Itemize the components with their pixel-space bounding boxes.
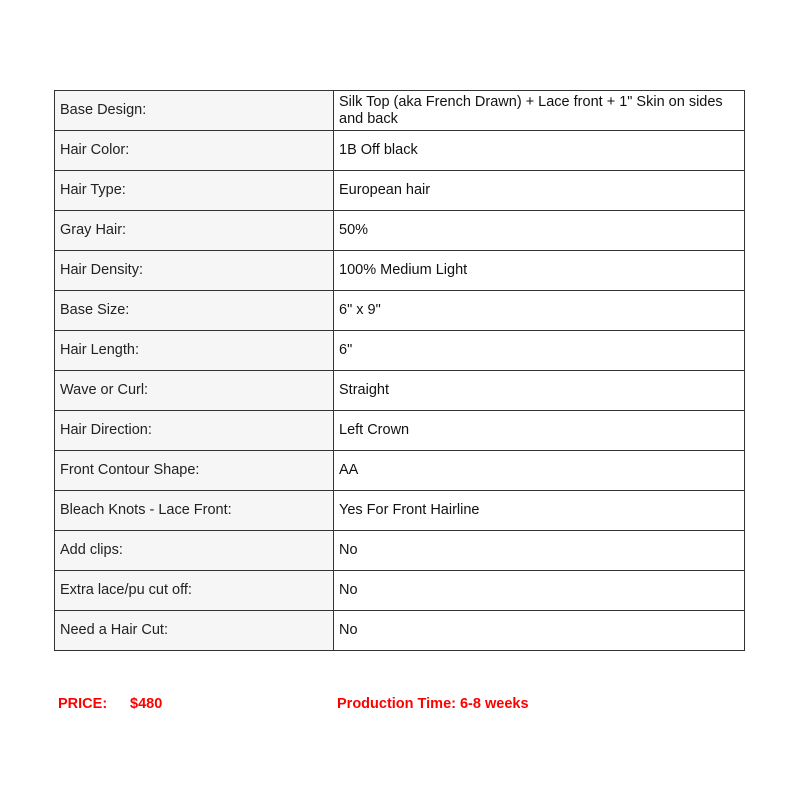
spec-label-base-design: Base Design: [55,91,334,131]
price-label: PRICE: [58,696,108,712]
spec-value-bleach-knots: Yes For Front Hairline [334,491,745,531]
table-row [55,531,745,571]
table-row [55,371,745,411]
spec-label-hair-direction: Hair Direction: [55,411,334,451]
spec-value-hair-color: 1B Off black [334,131,745,171]
table-row [55,331,745,371]
spec-label-hair-color: Hair Color: [55,131,334,171]
spec-label-hair-length: Hair Length: [55,331,334,371]
spec-value-need-hair-cut: No [334,611,745,651]
table-row [55,291,745,331]
spec-label-gray-hair: Gray Hair: [55,211,334,251]
spec-label-bleach-knots: Bleach Knots - Lace Front: [55,491,334,531]
spec-value-hair-type: European hair [334,171,745,211]
spec-value-hair-direction: Left Crown [334,411,745,451]
spec-label-need-hair-cut: Need a Hair Cut: [55,611,334,651]
spec-label-base-size: Base Size: [55,291,334,331]
table-row [55,451,745,491]
table-row [55,91,745,131]
spec-value-add-clips: No [334,531,745,571]
spec-label-hair-density: Hair Density: [55,251,334,291]
table-row [55,251,745,291]
spec-label-hair-type: Hair Type: [55,171,334,211]
table-row [55,171,745,211]
table-row [55,131,745,171]
spec-value-hair-density: 100% Medium Light [334,251,745,291]
spec-label-front-contour-shape: Front Contour Shape: [55,451,334,491]
spec-value-base-design: Silk Top (aka French Drawn) + Lace front + 1" Skin on sides and back [334,91,745,131]
spec-value-hair-length: 6" [334,331,745,371]
table-row [55,411,745,451]
table-row [55,571,745,611]
spec-value-gray-hair: 50% [334,211,745,251]
spec-label-add-clips: Add clips: [55,531,334,571]
spec-value-base-size: 6" x 9" [334,291,745,331]
spec-value-front-contour-shape: AA [334,451,745,491]
spec-label-wave-or-curl: Wave or Curl: [55,371,334,411]
table-row [55,211,745,251]
spec-table [54,90,745,651]
spec-label-extra-lace-cut-off: Extra lace/pu cut off: [55,571,334,611]
spec-table-body [55,91,745,651]
price-value: $480 [130,696,163,712]
spec-value-wave-or-curl: Straight [334,371,745,411]
table-row [55,491,745,531]
table-row [55,611,745,651]
production-time: Production Time: 6-8 weeks [337,696,529,712]
spec-value-extra-lace-cut-off: No [334,571,745,611]
